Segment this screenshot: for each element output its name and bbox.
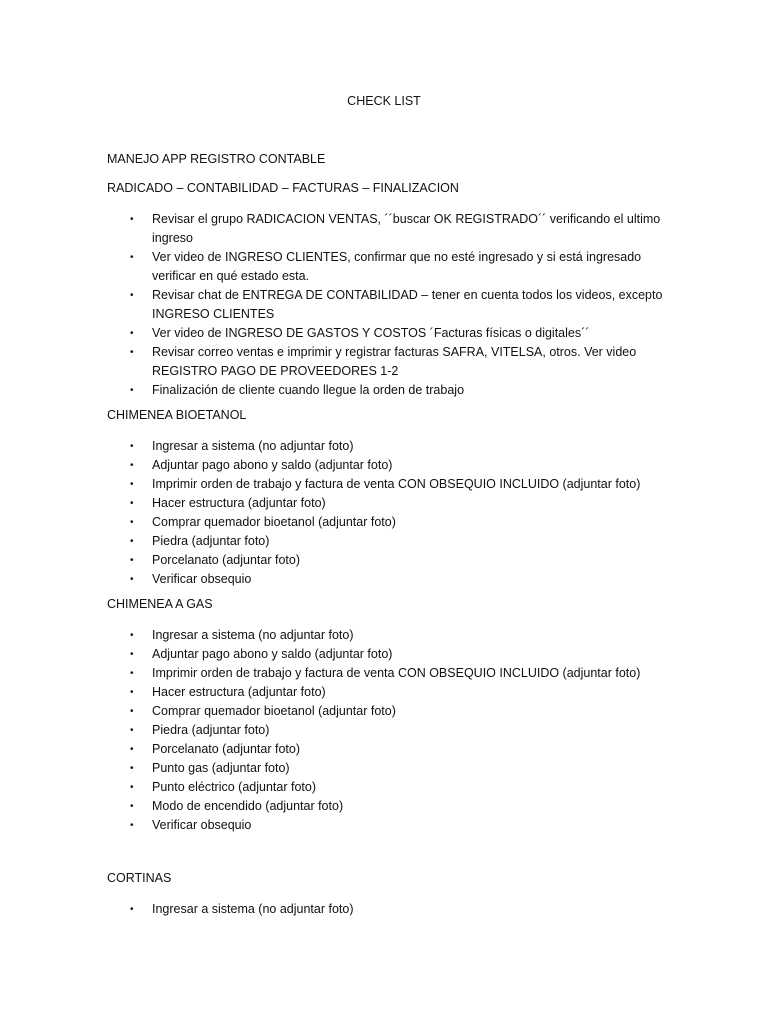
list-item (107, 324, 667, 343)
list-item (107, 683, 667, 702)
bullet-icon: • (130, 763, 134, 774)
heading-radicado: RADICADO – CONTABILIDAD – FACTURAS – FINALIZACION (107, 181, 459, 195)
heading-manejo-app: MANEJO APP REGISTRO CONTABLE (107, 152, 326, 166)
bullet-icon: • (130, 801, 134, 812)
list-item-text: Finalización de cliente cuando llegue la orden de trabajo (152, 383, 465, 397)
list-item (107, 381, 667, 400)
list-item (107, 551, 667, 570)
bullet-icon: • (130, 668, 134, 679)
bullet-icon: • (130, 460, 134, 471)
list-item-text: Imprimir orden de trabajo y factura de venta CON OBSEQUIO INCLUIDO (adjuntar foto) (152, 477, 641, 491)
list-item-text: Comprar quemador bioetanol (adjuntar foto) (152, 515, 396, 529)
list-item-text: Revisar el grupo RADICACION VENTAS, ´´buscar OK REGISTRADO´´ verificando el ultimo ingreso (152, 212, 661, 245)
list-item-text: Porcelanato (adjuntar foto) (152, 742, 301, 756)
list-item-text: Revisar chat de ENTREGA DE CONTABILIDAD – tener en cuenta todos los videos, excepto INGRESO CLIENTES (152, 288, 663, 321)
bullet-icon: • (130, 385, 134, 396)
list-item-text: Hacer estructura (adjuntar foto) (152, 685, 326, 699)
bullet-icon: • (130, 574, 134, 585)
list-item-text: Ingresar a sistema (no adjuntar foto) (152, 902, 354, 916)
list-item-text: Verificar obsequio (152, 818, 252, 832)
bullet-icon: • (130, 498, 134, 509)
list-item (107, 702, 667, 721)
gas-checklist (107, 626, 667, 835)
bullet-icon: • (130, 252, 134, 263)
list-item-text: Piedra (adjuntar foto) (152, 723, 270, 737)
list-item (107, 286, 667, 324)
bullet-icon: • (130, 649, 134, 660)
section-cortinas (107, 871, 667, 919)
bullet-icon: • (130, 536, 134, 547)
list-item (107, 645, 667, 664)
list-item-text: Revisar correo ventas e imprimir y registrar facturas SAFRA, VITELSA, otros. Ver video REGISTRO PAGO DE PROVEEDORES 1-2 (152, 345, 637, 378)
list-item (107, 740, 667, 759)
bullet-icon: • (130, 630, 134, 641)
list-item (107, 797, 667, 816)
list-item-text: Adjuntar pago abono y saldo (adjuntar foto) (152, 647, 393, 661)
list-item (107, 900, 667, 919)
bullet-icon: • (130, 290, 134, 301)
list-item-text: Punto gas (adjuntar foto) (152, 761, 290, 775)
list-item (107, 816, 667, 835)
bullet-icon: • (130, 479, 134, 490)
list-item (107, 626, 667, 645)
heading-chimenea-gas: CHIMENEA A GAS (107, 597, 213, 611)
bullet-icon: • (130, 555, 134, 566)
bullet-icon: • (130, 820, 134, 831)
list-item (107, 532, 667, 551)
list-item (107, 513, 667, 532)
document-body (107, 152, 667, 927)
cortinas-checklist (107, 900, 667, 919)
list-item-text: Porcelanato (adjuntar foto) (152, 553, 301, 567)
list-item-text: Comprar quemador bioetanol (adjuntar foto) (152, 704, 396, 718)
blank-line (107, 843, 667, 863)
section-chimenea-bioetanol (107, 408, 667, 589)
bullet-icon: • (130, 725, 134, 736)
list-item-text: Ver video de INGRESO CLIENTES, confirmar que no esté ingresado y si está ingresado verificar en qué estado esta. (152, 250, 642, 283)
intro-checklist (107, 210, 667, 400)
list-item (107, 721, 667, 740)
bullet-icon: • (130, 904, 134, 915)
bullet-icon: • (130, 782, 134, 793)
bullet-icon: • (130, 744, 134, 755)
bullet-icon: • (130, 441, 134, 452)
list-item-text: Ver video de INGRESO DE GASTOS Y COSTOS ´Facturas físicas o digitales´´ (152, 326, 590, 340)
list-item (107, 248, 667, 286)
list-item (107, 456, 667, 475)
list-item (107, 778, 667, 797)
list-item-text: Imprimir orden de trabajo y factura de venta CON OBSEQUIO INCLUIDO (adjuntar foto) (152, 666, 641, 680)
list-item-text: Ingresar a sistema (no adjuntar foto) (152, 439, 354, 453)
list-item (107, 210, 667, 248)
list-item (107, 570, 667, 589)
list-item-text: Piedra (adjuntar foto) (152, 534, 270, 548)
bioetanol-checklist (107, 437, 667, 589)
list-item-text: Modo de encendido (adjuntar foto) (152, 799, 344, 813)
bullet-icon: • (130, 328, 134, 339)
bullet-icon: • (130, 687, 134, 698)
heading-chimenea-bioetanol: CHIMENEA BIOETANOL (107, 408, 247, 422)
list-item (107, 343, 667, 381)
list-item-text: Ingresar a sistema (no adjuntar foto) (152, 628, 354, 642)
list-item (107, 664, 667, 683)
bullet-icon: • (130, 706, 134, 717)
list-item (107, 475, 667, 494)
list-item (107, 759, 667, 778)
document-title: CHECK LIST (347, 94, 421, 108)
section-chimenea-gas (107, 597, 667, 835)
list-item-text: Hacer estructura (adjuntar foto) (152, 496, 326, 510)
list-item (107, 494, 667, 513)
bullet-icon: • (130, 214, 134, 225)
bullet-icon: • (130, 347, 134, 358)
list-item-text: Punto eléctrico (adjuntar foto) (152, 780, 316, 794)
heading-cortinas: CORTINAS (107, 871, 172, 885)
list-item (107, 437, 667, 456)
list-item-text: Adjuntar pago abono y saldo (adjuntar foto) (152, 458, 393, 472)
bullet-icon: • (130, 517, 134, 528)
list-item-text: Verificar obsequio (152, 572, 252, 586)
